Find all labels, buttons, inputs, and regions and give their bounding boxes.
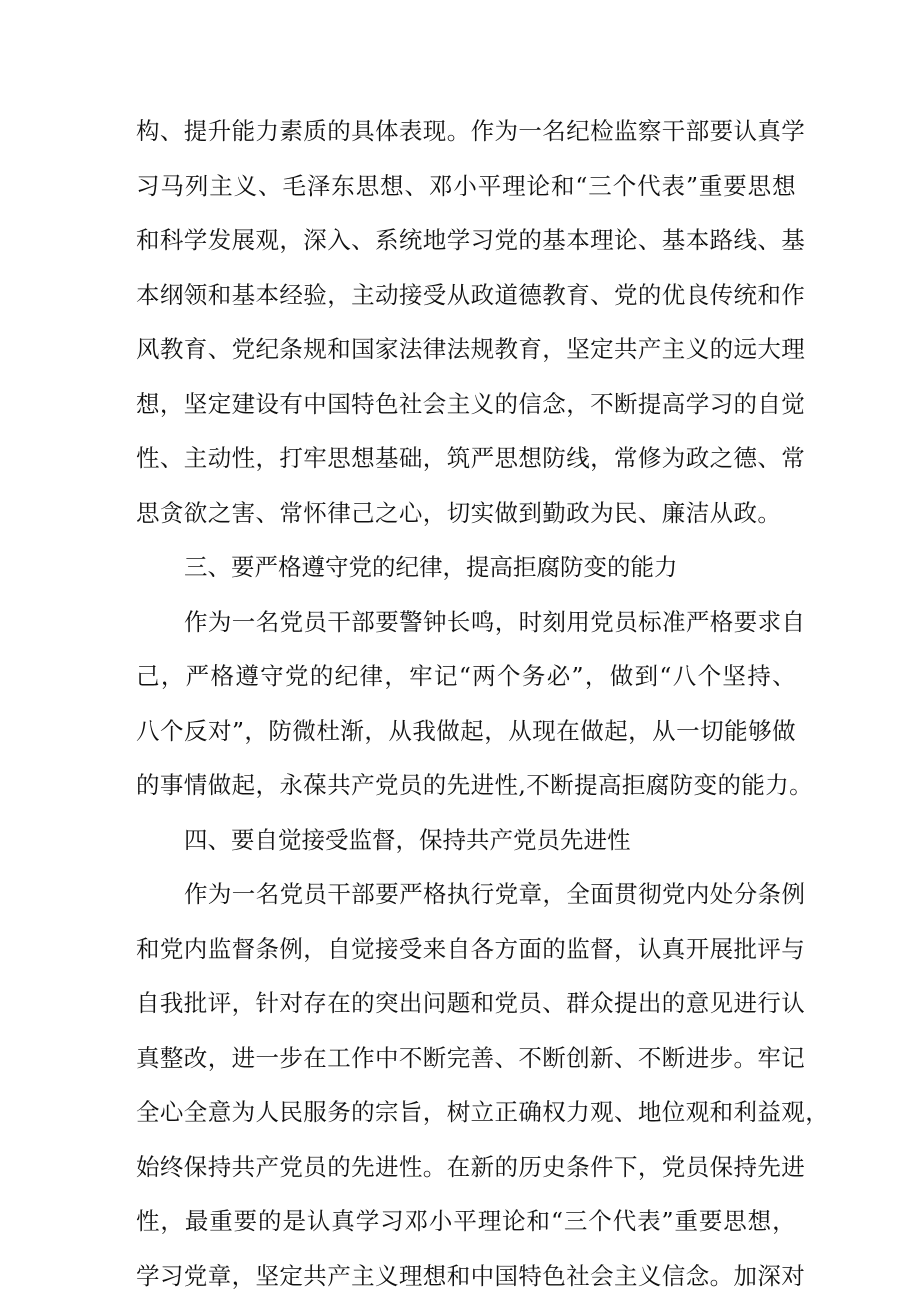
document-body (136, 104, 796, 1303)
text-line: 本纲领和基本经验，主动接受从政道德教育、党的优良传统和作 (136, 268, 796, 323)
text-line: 风教育、党纪条规和国家法律法规教育，坚定共产主义的远大理 (136, 322, 796, 377)
text-line: 性、主动性，打牢思想基础，筑严思想防线，常修为政之德、常 (136, 431, 796, 486)
text-line: 性，最重要的是认真学习邓小平理论和“三个代表”重要思想， (136, 1194, 796, 1249)
text-line: 全心全意为人民服务的宗旨，树立正确权力观、地位观和利益观， (136, 1085, 796, 1140)
text-line: 和科学发展观，深入、系统地学习党的基本理论、基本路线、基 (136, 213, 796, 268)
text-line: 想，坚定建设有中国特色社会主义的信念，不断提高学习的自觉 (136, 377, 796, 432)
section-heading: 三、要严格遵守党的纪律，提高拒腐防变的能力 (136, 540, 796, 595)
text-line: 的事情做起，永葆共产党员的先进性,不断提高拒腐防变的能力。 (136, 758, 796, 813)
text-line: 习马列主义、毛泽东思想、邓小平理论和“三个代表”重要思想 (136, 159, 796, 214)
paragraph-continued (136, 104, 796, 540)
text-line: 作为一名党员干部要警钟长鸣，时刻用党员标准严格要求自 (136, 595, 796, 650)
text-line: 学习党章，坚定共产主义理想和中国特色社会主义信念。加深对 (136, 1249, 796, 1303)
section-4 (136, 813, 796, 1303)
text-line: 作为一名党员干部要严格执行党章，全面贯彻党内处分条例 (136, 867, 796, 922)
section-3 (136, 540, 796, 813)
text-line: 己，严格遵守党的纪律，牢记“两个务必”，做到“八个坚持、 (136, 649, 796, 704)
text-line: 始终保持共产党员的先进性。在新的历史条件下，党员保持先进 (136, 1140, 796, 1195)
text-line: 和党内监督条例，自觉接受来自各方面的监督，认真开展批评与 (136, 922, 796, 977)
text-line: 八个反对”，防微杜渐，从我做起，从现在做起，从一切能够做 (136, 704, 796, 759)
text-line: 思贪欲之害、常怀律己之心，切实做到勤政为民、廉洁从政。 (136, 486, 796, 541)
text-line: 构、提升能力素质的具体表现。作为一名纪检监察干部要认真学 (136, 104, 796, 159)
section-heading: 四、要自觉接受监督，保持共产党员先进性 (136, 813, 796, 868)
text-line: 自我批评，针对存在的突出问题和党员、群众提出的意见进行认 (136, 976, 796, 1031)
text-line: 真整改，进一步在工作中不断完善、不断创新、不断进步。牢记 (136, 1031, 796, 1086)
